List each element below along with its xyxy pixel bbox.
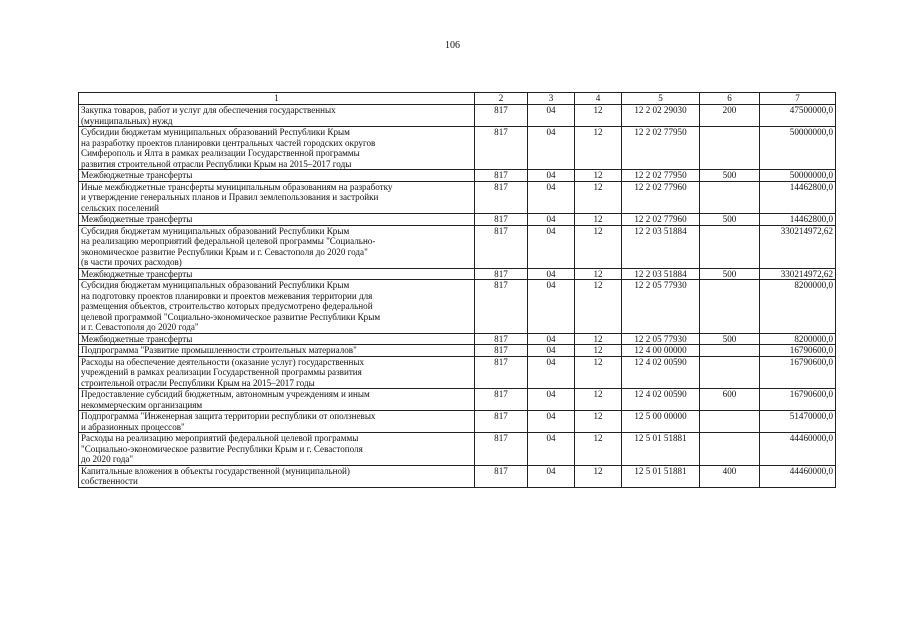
row-target-article: 12 2 05 77930 — [622, 280, 700, 334]
row-name: Подпрограмма "Развитие промышленности строительных материалов" — [79, 345, 475, 357]
row-subsection: 12 — [575, 127, 622, 170]
row-target-article: 12 4 00 00000 — [622, 345, 700, 357]
row-admin-code: 817 — [475, 170, 528, 182]
column-header: 6 — [700, 93, 760, 105]
row-name: Межбюджетные трансферты — [79, 268, 475, 280]
row-target-article: 12 5 01 51881 — [622, 433, 700, 466]
row-subsection: 12 — [575, 170, 622, 182]
row-expense-type: 500 — [700, 268, 760, 280]
row-expense-type — [700, 280, 760, 334]
row-name: Межбюджетные трансферты — [79, 170, 475, 182]
row-name: Иные межбюджетные трансферты муниципальным образованиям на разработку и утверждение генеральных планов и Правил землепользования и застройки сельских поселений — [79, 181, 475, 214]
row-amount: 330214972,62 — [760, 268, 836, 280]
row-expense-type: 500 — [700, 333, 760, 345]
row-subsection: 12 — [575, 465, 622, 487]
row-amount: 330214972,62 — [760, 225, 836, 268]
row-target-article: 12 2 02 77950 — [622, 127, 700, 170]
row-admin-code: 817 — [475, 127, 528, 170]
table-row — [79, 127, 836, 170]
row-target-article: 12 4 02 00590 — [622, 389, 700, 411]
row-target-article: 12 2 05 77930 — [622, 333, 700, 345]
table-row — [79, 465, 836, 487]
row-subsection: 12 — [575, 225, 622, 268]
row-name: Предоставление субсидий бюджетным, автономным учреждениям и иным некоммерческим организациям — [79, 389, 475, 411]
row-admin-code: 817 — [475, 333, 528, 345]
row-section: 04 — [528, 433, 575, 466]
row-target-article: 12 2 03 51884 — [622, 225, 700, 268]
table-row — [79, 345, 836, 357]
row-amount: 50000000,0 — [760, 127, 836, 170]
row-section: 04 — [528, 465, 575, 487]
row-admin-code: 817 — [475, 389, 528, 411]
row-target-article: 12 5 01 51881 — [622, 465, 700, 487]
row-expense-type: 200 — [700, 105, 760, 127]
row-admin-code: 817 — [475, 465, 528, 487]
row-amount: 14462800,0 — [760, 181, 836, 214]
row-section: 04 — [528, 411, 575, 433]
row-expense-type — [700, 127, 760, 170]
row-name: Расходы на обеспечение деятельности (оказание услуг) государственных учреждений в рамках реализации Государственной программы развития строительной отрасли Республики Крым на 2015–2017 годы — [79, 356, 475, 389]
table-row — [79, 389, 836, 411]
table-header-row — [79, 93, 836, 105]
row-name: Межбюджетные трансферты — [79, 333, 475, 345]
row-target-article: 12 4 02 00590 — [622, 356, 700, 389]
row-name: Межбюджетные трансферты — [79, 214, 475, 226]
row-amount: 14462800,0 — [760, 214, 836, 226]
row-subsection: 12 — [575, 181, 622, 214]
column-header: 1 — [79, 93, 475, 105]
row-target-article: 12 2 02 77960 — [622, 181, 700, 214]
row-amount: 8200000,0 — [760, 280, 836, 334]
page-number: 106 — [445, 40, 460, 51]
row-admin-code: 817 — [475, 214, 528, 226]
row-amount: 16790600,0 — [760, 389, 836, 411]
row-section: 04 — [528, 389, 575, 411]
row-amount: 44460000,0 — [760, 433, 836, 466]
row-subsection: 12 — [575, 268, 622, 280]
row-subsection: 12 — [575, 345, 622, 357]
row-target-article: 12 5 00 00000 — [622, 411, 700, 433]
row-target-article: 12 2 02 77960 — [622, 214, 700, 226]
row-section: 04 — [528, 127, 575, 170]
row-expense-type: 400 — [700, 465, 760, 487]
table-row — [79, 105, 836, 127]
row-name: Субсидии бюджетам муниципальных образований Республики Крым на разработку проектов планировки центральных частей городских округов Симферополь и Ялта в рамках реализации Государственной программы развития строительной отрасли Республики Крым на 2015–2017 годы — [79, 127, 475, 170]
row-section: 04 — [528, 356, 575, 389]
row-expense-type — [700, 181, 760, 214]
budget-table — [78, 92, 836, 488]
row-expense-type — [700, 356, 760, 389]
column-header: 3 — [528, 93, 575, 105]
row-amount: 8200000,0 — [760, 333, 836, 345]
row-target-article: 12 2 02 77950 — [622, 170, 700, 182]
row-expense-type: 600 — [700, 389, 760, 411]
row-expense-type — [700, 433, 760, 466]
row-subsection: 12 — [575, 356, 622, 389]
table-row — [79, 214, 836, 226]
column-header: 2 — [475, 93, 528, 105]
row-subsection: 12 — [575, 105, 622, 127]
row-amount: 44460000,0 — [760, 465, 836, 487]
row-name: Субсидия бюджетам муниципальных образований Республики Крым на реализацию мероприятий федеральной целевой программы "Социально- экономическое развитие Республики Крым и г. Севастополя до 2020 года" (в части прочих расходов) — [79, 225, 475, 268]
row-amount: 16790600,0 — [760, 345, 836, 357]
row-section: 04 — [528, 105, 575, 127]
column-header: 7 — [760, 93, 836, 105]
row-section: 04 — [528, 225, 575, 268]
row-expense-type — [700, 345, 760, 357]
table-row — [79, 170, 836, 182]
row-subsection: 12 — [575, 214, 622, 226]
row-admin-code: 817 — [475, 181, 528, 214]
column-header: 4 — [575, 93, 622, 105]
row-section: 04 — [528, 268, 575, 280]
row-name: Капитальные вложения в объекты государственной (муниципальной) собственности — [79, 465, 475, 487]
row-section: 04 — [528, 170, 575, 182]
row-amount: 50000000,0 — [760, 170, 836, 182]
row-name: Подпрограмма "Инженерная защита территории республики от оползневых и абразионных процессов" — [79, 411, 475, 433]
row-subsection: 12 — [575, 411, 622, 433]
row-admin-code: 817 — [475, 411, 528, 433]
row-amount: 16790600,0 — [760, 356, 836, 389]
table-row — [79, 356, 836, 389]
table-row — [79, 181, 836, 214]
row-expense-type: 500 — [700, 170, 760, 182]
row-section: 04 — [528, 280, 575, 334]
row-name: Закупка товаров, работ и услуг для обеспечения государственных (муниципальных) нужд — [79, 105, 475, 127]
row-subsection: 12 — [575, 389, 622, 411]
row-section: 04 — [528, 181, 575, 214]
row-section: 04 — [528, 333, 575, 345]
row-admin-code: 817 — [475, 105, 528, 127]
row-amount: 51470000,0 — [760, 411, 836, 433]
row-name: Субсидия бюджетам муниципальных образований Республики Крым на подготовку проектов планировки и проектов межевания территории для размещения объектов, строительство которых предусмотрено федеральной целевой программой "Социально-экономическое развитие Республики Крым и г. Севастополя до 2020 года" — [79, 280, 475, 334]
row-expense-type — [700, 411, 760, 433]
row-admin-code: 817 — [475, 225, 528, 268]
row-expense-type — [700, 225, 760, 268]
row-admin-code: 817 — [475, 268, 528, 280]
row-section: 04 — [528, 345, 575, 357]
row-target-article: 12 2 02 29030 — [622, 105, 700, 127]
column-header: 5 — [622, 93, 700, 105]
row-name: Расходы на реализацию мероприятий федеральной целевой программы "Социально-экономическое развитие Республики Крым и г. Севастополя до 2020 года" — [79, 433, 475, 466]
row-subsection: 12 — [575, 433, 622, 466]
row-section: 04 — [528, 214, 575, 226]
table-row — [79, 333, 836, 345]
table-row — [79, 268, 836, 280]
table-row — [79, 411, 836, 433]
row-amount: 47500000,0 — [760, 105, 836, 127]
row-admin-code: 817 — [475, 280, 528, 334]
row-subsection: 12 — [575, 333, 622, 345]
table-row — [79, 280, 836, 334]
row-subsection: 12 — [575, 280, 622, 334]
row-target-article: 12 2 03 51884 — [622, 268, 700, 280]
table-row — [79, 225, 836, 268]
row-admin-code: 817 — [475, 433, 528, 466]
row-admin-code: 817 — [475, 345, 528, 357]
row-admin-code: 817 — [475, 356, 528, 389]
row-expense-type: 500 — [700, 214, 760, 226]
table-row — [79, 433, 836, 466]
